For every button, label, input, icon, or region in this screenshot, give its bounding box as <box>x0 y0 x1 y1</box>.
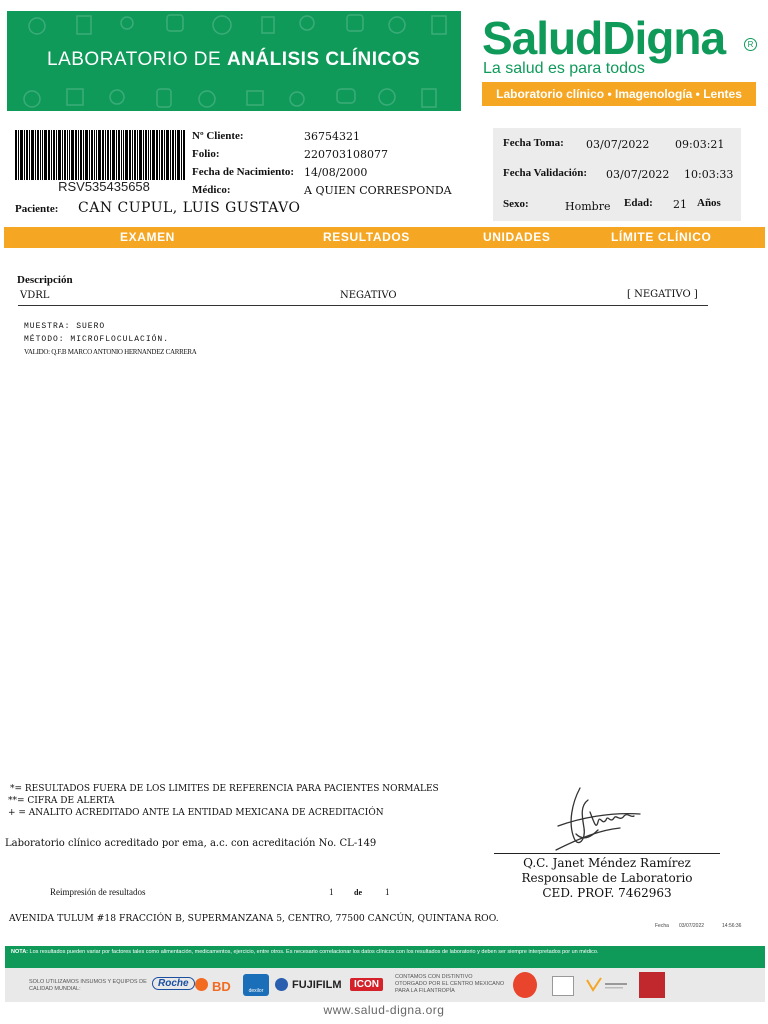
header-banner <box>7 11 461 111</box>
brand-bd: BD <box>212 979 231 994</box>
folio-label: Folio: <box>192 148 220 160</box>
banner-title-bold: ANÁLISIS CLÍNICOS <box>226 49 421 70</box>
nacimiento-value: 14/08/2000 <box>304 166 368 179</box>
toma-date: 03/07/2022 <box>586 138 650 151</box>
valido-line: VALIDO: Q.F.B MARCO ANTONIO HERNANDEZ CARRERA <box>24 348 197 356</box>
certificate-badge-icon <box>552 976 574 996</box>
col-limite-clinico: LÍMITE CLÍNICO <box>611 230 712 244</box>
col-examen: EXAMEN <box>120 230 175 244</box>
col-resultados: RESULTADOS <box>323 230 410 244</box>
paciente-label: Paciente: <box>15 203 59 215</box>
checkmark-badge-icon <box>583 976 629 994</box>
logo-tagline: La salud es para todos <box>483 60 645 77</box>
banner-title <box>47 49 420 71</box>
signature-icon <box>550 778 660 854</box>
signer-role: Responsable de Laboratorio <box>521 871 693 885</box>
banner-title-prefix: LABORATORIO DE <box>47 49 227 70</box>
descripcion-label: Descripción <box>17 274 73 286</box>
legend-fuera-limites: *= RESULTADOS FUERA DE LOS LIMITES DE REFERENCIA PARA PACIENTES NORMALES <box>10 784 439 794</box>
sexo-value: Hombre <box>565 200 611 213</box>
note-label: NOTA: <box>11 949 29 955</box>
legend-cifra-alerta: **= CIFRA DE ALERTA <box>8 796 115 806</box>
partners-bar <box>5 968 765 1002</box>
address-text: AVENIDA TULUM #18 FRACCIÓN B, SUPERMANZANA 5, CENTRO, 77500 CANCÚN, QUINTANA ROO. <box>9 913 499 924</box>
column-header-bar <box>4 227 765 248</box>
print-date: 03/07/2022 <box>679 923 705 929</box>
salud-digna-logo: SaludDigna <box>482 12 726 64</box>
medico-value: A QUIEN CORRESPONDA <box>304 184 452 197</box>
sexo-label: Sexo: <box>503 198 529 210</box>
edad-value: 21 <box>673 198 687 211</box>
validacion-time: 10:03:33 <box>684 168 734 181</box>
page-total: 1 <box>385 887 390 897</box>
signer-ced: CED. PROF. 7462963 <box>542 886 672 900</box>
anos-label: Años <box>697 197 721 209</box>
metodo-line: MÉTODO: MICROFLOCULACIÓN. <box>24 335 170 344</box>
cliente-label: Nº Cliente: <box>192 130 244 142</box>
edad-label: Edad: <box>624 197 653 209</box>
brand-fujifilm: FUJIFILM <box>292 979 342 991</box>
brand-dexilor: dexilor <box>248 988 264 994</box>
col-unidades: UNIDADES <box>483 230 551 244</box>
print-time: 14:56:36 <box>722 923 742 929</box>
validacion-label: Fecha Validación: <box>503 167 588 179</box>
signature-line <box>494 853 720 854</box>
toma-time: 09:03:21 <box>675 138 725 151</box>
note-text: Los resultados pueden variar por factores tales como alimentación, medicamentos, ejercicio, entre otros. Es necesario correlacionar los datos clínicos con los resultados de laboratorio y deben ser siempre interpretados por un médico. <box>28 949 599 955</box>
test-result: NEGATIVO <box>340 290 397 301</box>
signer-name: Q.C. Janet Méndez Ramírez <box>523 856 691 870</box>
services-strip: Laboratorio clínico • Imagenología • Lentes <box>482 82 756 106</box>
red-square-badge-icon <box>639 972 665 998</box>
validacion-date: 03/07/2022 <box>606 168 670 181</box>
test-name: VDRL <box>20 290 50 301</box>
toma-label: Fecha Toma: <box>503 137 564 149</box>
nacimiento-label: Fecha de Nacimiento: <box>192 166 295 178</box>
note-bar <box>5 946 765 968</box>
barcode-number: RSV535435658 <box>58 179 150 194</box>
bd-sun-icon <box>195 978 208 991</box>
barcode-icon <box>15 130 185 180</box>
results-divider <box>18 305 708 306</box>
print-label: Fecha <box>655 923 669 929</box>
legend-analito-acreditado: + = ANALITO ACREDITADO ANTE LA ENTIDAD MEXICANA DE ACREDITACIÓN <box>8 808 384 818</box>
page-of: de <box>354 888 362 897</box>
filantropia-seal-icon <box>513 972 537 998</box>
registered-mark: R <box>744 38 757 51</box>
test-limit: [ NEGATIVO ] <box>627 289 698 300</box>
page-current: 1 <box>329 887 334 897</box>
brand-roche: Roche <box>152 977 195 990</box>
medico-label: Médico: <box>192 184 231 196</box>
brand-icon: ICON <box>350 978 383 991</box>
reprint-label: Reimpresión de resultados <box>50 887 146 897</box>
website-url: www.salud-digna.org <box>323 1003 445 1017</box>
muestra-line: MUESTRA: SUERO <box>24 322 106 331</box>
ge-logo-icon <box>275 978 288 991</box>
accreditation-text: Laboratorio clínico acreditado por ema, a.c. con acreditación No. CL-149 <box>5 838 377 849</box>
folio-value: 220703108077 <box>304 148 388 161</box>
paciente-value: CAN CUPUL, LUIS GUSTAVO <box>78 200 301 216</box>
distintivo-text: CONTAMOS CON DISTINTIVO OTORGADO POR EL CENTRO MEXICANO PARA LA FILANTROPÍA <box>395 974 505 994</box>
quality-text: SOLO UTILIZAMOS INSUMOS Y EQUIPOS DE CALIDAD MUNDIAL: <box>29 979 147 992</box>
cliente-value: 36754321 <box>304 130 360 143</box>
